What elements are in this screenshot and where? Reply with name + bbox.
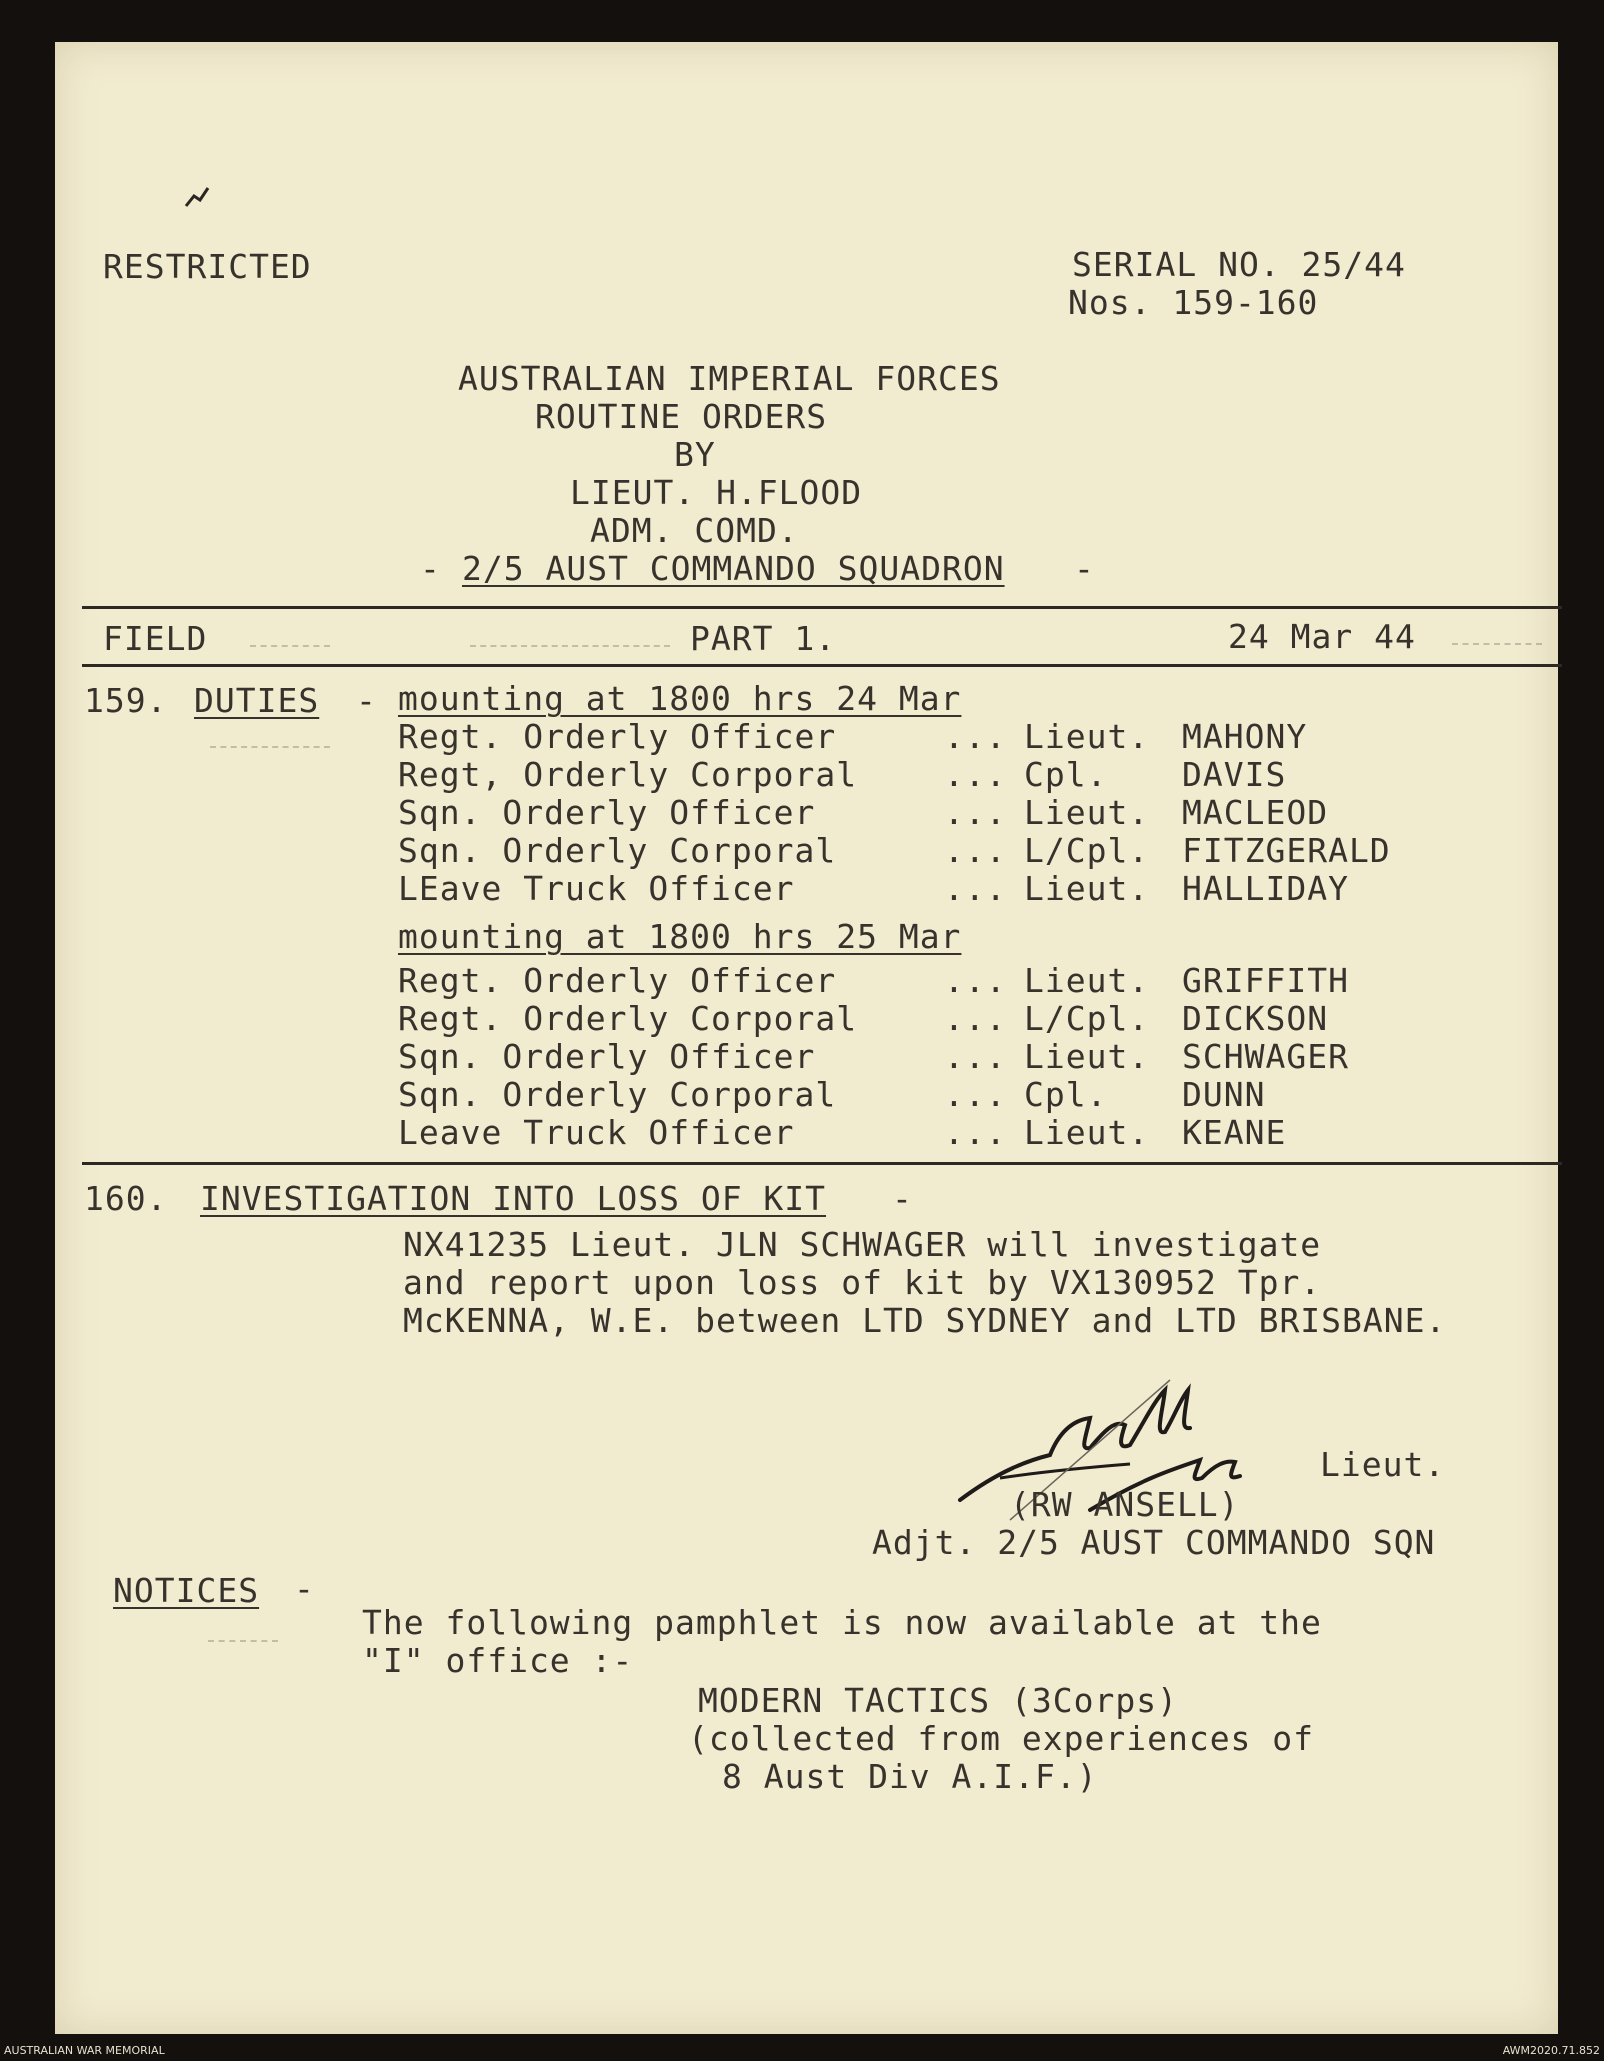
classification-label: RESTRICTED [103,247,312,286]
duty-title: Regt. Orderly Officer [398,717,837,756]
header-divider [82,606,1562,609]
duty-title: Sqn. Orderly Corporal [398,1075,837,1114]
order-160-number: 160. [84,1179,168,1218]
order-160-heading: INVESTIGATION INTO LOSS OF KIT [200,1179,827,1218]
part-label: PART 1. [690,619,837,658]
duty-title: LEave Truck Officer [398,869,795,908]
duty-rank: Lieut. [1024,717,1150,756]
duty-rank: Cpl. [1024,755,1108,794]
duty-rank: Lieut. [1024,1037,1150,1076]
title-line-2: ROUTINE ORDERS [535,397,828,436]
duty-name: FITZGERALD [1182,831,1391,870]
title-line-1: AUSTRALIAN IMPERIAL FORCES [458,359,1001,398]
duty-rank: Lieut. [1024,961,1150,1000]
title-line-4: LIEUT. H.FLOOD [570,473,863,512]
duty-title: Regt. Orderly Corporal [398,999,858,1038]
duty-title: Sqn. Orderly Corporal [398,831,837,870]
duty-name: GRIFFITH [1182,961,1349,1000]
order-160-dash: - [892,1179,913,1218]
duty-name: DICKSON [1182,999,1329,1038]
handwritten-tick-mark [178,178,218,218]
duty-leader-dots: ... [944,755,1007,794]
duty-rank: Lieut. [1024,1113,1150,1152]
dash-filler [470,645,670,647]
order-160-body-line-3: McKENNA, W.E. between LTD SYDNEY and LTD BRISBANE. [403,1301,1447,1340]
title-line-3: BY [674,435,716,474]
duty-leader-dots: ... [944,869,1007,908]
duty-name: MAHONY [1182,717,1308,756]
duty-title: Regt. Orderly Officer [398,961,837,1000]
duty-name: SCHWAGER [1182,1037,1349,1076]
notices-line-2: "I" office :- [362,1641,634,1680]
duty-leader-dots: ... [944,961,1007,1000]
order-numbers: Nos. 159-160 [1068,283,1319,322]
order-160-body-line-2: and report upon loss of kit by VX130952 Tpr. [403,1263,1322,1302]
duty-rank: L/Cpl. [1024,831,1150,870]
duties-group-2-heading: mounting at 1800 hrs 25 Mar [398,917,962,956]
notices-heading: NOTICES [113,1571,260,1610]
duty-leader-dots: ... [944,1037,1007,1076]
pamphlet-subtitle-1: (collected from experiences of [688,1719,1315,1758]
notices-line-1: The following pamphlet is now available at the [362,1603,1322,1642]
duty-name: KEANE [1182,1113,1287,1152]
duty-leader-dots: ... [944,999,1007,1038]
duty-title: Sqn. Orderly Officer [398,793,816,832]
signatory-rank: Lieut. [1320,1445,1446,1484]
title-line-5: ADM. COMD. [590,511,799,550]
duty-rank: Cpl. [1024,1075,1108,1114]
duty-name: DAVIS [1182,755,1287,794]
title-dash-right: - [1074,549,1095,588]
notices-dash: - [294,1569,315,1608]
footer-accession-number: AWM2020.71.852 [1502,2044,1600,2057]
dash-filler [250,645,330,647]
dash-filler [210,746,330,748]
location-label: FIELD [103,619,208,658]
footer-institution: AUSTRALIAN WAR MEMORIAL [4,2044,165,2057]
duty-rank: Lieut. [1024,793,1150,832]
duty-title: Regt, Orderly Corporal [398,755,858,794]
title-unit-name: 2/5 AUST COMMANDO SQUADRON [462,549,1005,588]
order-159-divider [82,1162,1562,1165]
order-date: 24 Mar 44 [1228,617,1416,656]
order-159-number: 159. [84,681,168,720]
duty-leader-dots: ... [944,831,1007,870]
duty-name: DUNN [1182,1075,1266,1114]
title-dash-left: - [420,549,441,588]
signatory-appointment: Adjt. 2/5 AUST COMMANDO SQN [872,1523,1436,1562]
pamphlet-title: MODERN TACTICS (3Corps) [698,1681,1178,1720]
duty-title: Sqn. Orderly Officer [398,1037,816,1076]
dash-filler [208,1640,278,1642]
part-divider [82,664,1562,667]
duty-rank: L/Cpl. [1024,999,1150,1038]
order-159-heading: DUTIES [194,681,320,720]
duty-rank: Lieut. [1024,869,1150,908]
pamphlet-subtitle-2: 8 Aust Div A.I.F.) [722,1757,1098,1796]
duty-name: MACLEOD [1182,793,1329,832]
order-159-dash: - [356,681,377,720]
duties-group-1-heading: mounting at 1800 hrs 24 Mar [398,679,962,718]
duty-leader-dots: ... [944,1075,1007,1114]
dash-filler [1452,643,1542,645]
duty-title: Leave Truck Officer [398,1113,795,1152]
serial-number: SERIAL NO. 25/44 [1072,245,1406,284]
duty-leader-dots: ... [944,717,1007,756]
duty-leader-dots: ... [944,1113,1007,1152]
order-160-body-line-1: NX41235 Lieut. JLN SCHWAGER will investigate [403,1225,1322,1264]
signatory-name: (RW ANSELL) [1010,1485,1240,1524]
duty-leader-dots: ... [944,793,1007,832]
duty-name: HALLIDAY [1182,869,1349,908]
